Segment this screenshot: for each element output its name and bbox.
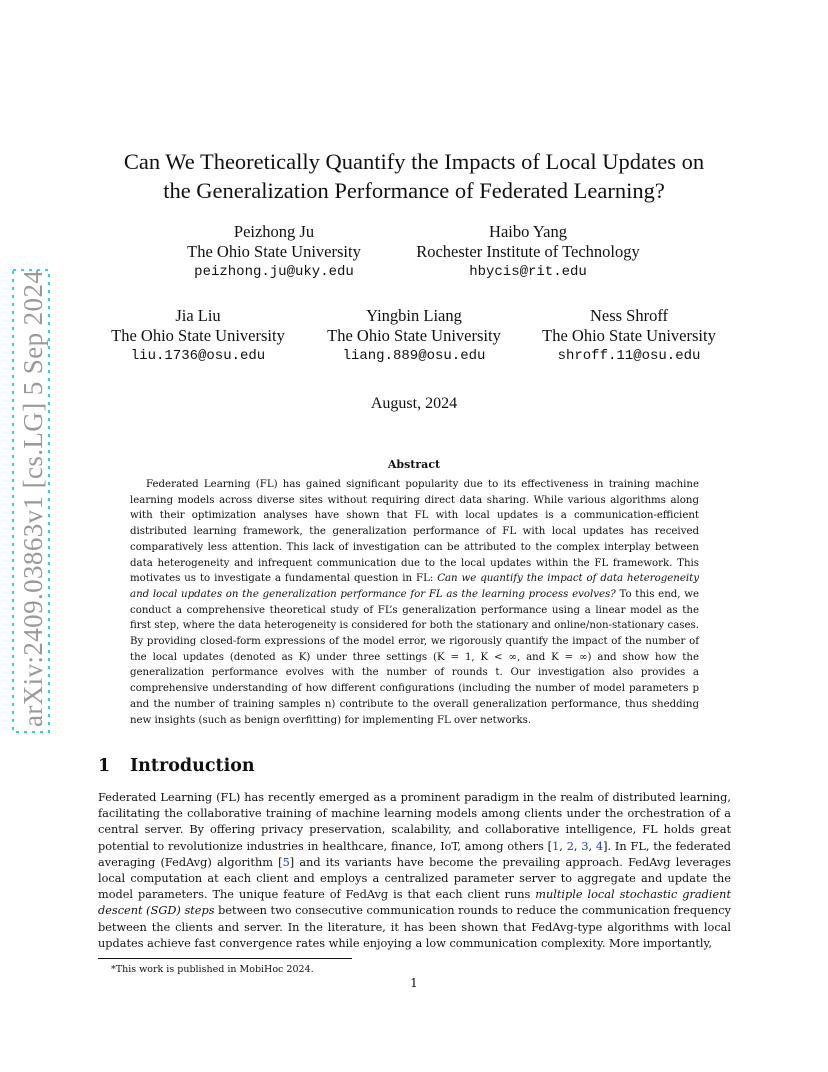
intro-text: between two consecutive communication rounds to reduce the communication frequency between the clients and server. In the literature, it has been shown that FedAvg-type algorithms with local updates achieve fast convergence rates while enjoying a low communication complexity. More importantly, — [98, 904, 731, 950]
author-block — [319, 306, 509, 366]
arxiv-stamp — [2, 268, 50, 734]
abstract-text: To this end, we conduct a comprehensive theoretical study of FL’s generalization performance using a linear model as the first step, where the data heterogeneity is considered for both the stationary and online/non-stationary cases. By providing closed-form expressions of the model error, we rigorously quantify the impact of the number of the local updates (denoted as K) under three settings (K = 1, K < ∞, and K = ∞) and show how the generalization performance evolves with the number of rounds t. Our investigation also provides a comprehensive understanding of how different configurations (including the number of model parameters p and the number of training samples n) contribute to the overall generalization performance, thus shedding new insights (such as benign overfitting) for implementing FL over networks. — [130, 588, 699, 726]
author-name: Yingbin Liang — [366, 306, 462, 325]
intro-text: ]. In FL, the federated averaging (FedAvg) algorithm [ — [98, 839, 731, 869]
author-affiliation: The Ohio State University — [187, 242, 361, 261]
author-block — [400, 222, 656, 282]
author-name: Peizhong Ju — [233, 222, 315, 241]
intro-italic: multiple local stochastic gradient descent (SGD) steps — [98, 888, 731, 918]
citation-link[interactable]: 1 — [552, 839, 560, 853]
author-email[interactable]: liu.1736@osu.edu — [130, 348, 266, 364]
author-email[interactable]: hbycis@rit.edu — [469, 264, 587, 280]
section-heading — [98, 756, 255, 776]
introduction-paragraph: Federated Learning (FL) has recently emerged as a prominent paradigm in the realm of distributed learning, facilitating the collaborative training of machine learning models among clients under the orchestration of a central server. By offering privacy preservation, scalability, and collaborative intelligence, FL holds great potential to revolutionize industries in healthcare, finance, IoT, among others [1, 2, 3, 4]. In FL, the federated averaging (FedAvg) algorithm [5] and its variants have become the prevailing approach. FedAvg leverages local computation at each client and employs a centralized parameter server to aggregate and update the model parameters. The unique feature of FedAvg is that each client runs multiple local stochastic gradient descent (SGD) steps between two consecutive communication rounds to reduce the communication frequency between the clients and server. In the literature, it has been shown that FedAvg-type algorithms with local updates achieve fast convergence rates while enjoying a low communication complexity. More importantly, — [98, 791, 731, 950]
title-line-2: the Generalization Performance of Federated Learning? — [163, 178, 665, 203]
arxiv-id-text: arXiv:2409.03863v1 [cs.LG] 5 Sep 2024 — [18, 269, 48, 727]
author-block — [103, 306, 293, 366]
author-name: Haibo Yang — [489, 222, 567, 241]
author-affiliation: The Ohio State University — [327, 326, 501, 345]
abstract-italic-question: Can we quantify the impact of data heterogeneity and local updates on the generalization performance for FL as the learning process evolves? — [130, 573, 699, 600]
section-title: Introduction — [130, 756, 255, 776]
page-number: 1 — [410, 976, 418, 990]
author-name: Ness Shroff — [589, 306, 669, 325]
author-block — [183, 222, 365, 282]
citation-link[interactable]: 4 — [595, 839, 604, 853]
author-affiliation: The Ohio State University — [542, 326, 716, 345]
author-block — [534, 306, 724, 366]
citation-link[interactable]: 3 — [581, 839, 589, 853]
intro-text: ] and its variants have become the prevailing approach. FedAvg leverages local computation at each client and employs a centralized parameter server to aggregate and update the model parameters. The unique feature of FedAvg is that each client runs — [98, 855, 731, 902]
abstract-text: Federated Learning (FL) has gained significant popularity due to its effectiveness in training machine learning models across diverse sites without requiring direct data sharing. While various algorithms along with their optimization analyses have shown that FL with local updates is a communication-efficient distributed learning framework, the generalization performance of FL with local updates has received comparatively less attention. This lack of investigation can be attributed to the complex interplay between data heterogeneity and infrequent communication due to the local updates within the FL framework. This motivates us to investigate a fundamental question in FL: — [130, 479, 699, 585]
author-email[interactable]: peizhong.ju@uky.edu — [194, 264, 354, 280]
abstract-body — [130, 477, 699, 728]
abstract-heading: Abstract — [387, 458, 441, 471]
citation-link[interactable]: 5 — [282, 855, 290, 869]
footnote-rule — [98, 958, 352, 959]
intro-text: Federated Learning (FL) has recently emerged as a prominent paradigm in the realm of distributed learning, facilitating the collaborative training of machine learning models among clients under the orchestration of a central server. By offering privacy preservation, scalability, and collaborative intelligence, FL holds great potential to revolutionize industries in healthcare, finance, IoT, among others [ — [98, 791, 731, 853]
footnote: *This work is published in MobiHoc 2024. — [111, 964, 314, 975]
publication-date: August, 2024 — [370, 395, 458, 412]
author-affiliation: The Ohio State University — [111, 326, 285, 345]
section-number: 1 — [98, 756, 111, 776]
author-email[interactable]: liang.889@osu.edu — [342, 348, 486, 364]
title-line-1: Can We Theoretically Quantify the Impacts of Local Updates on — [123, 149, 705, 174]
author-name: Jia Liu — [175, 306, 221, 325]
citation-link[interactable]: 2 — [566, 839, 574, 853]
paper-title — [60, 147, 768, 205]
author-affiliation: Rochester Institute of Technology — [416, 242, 640, 261]
author-email[interactable]: shroff.11@osu.edu — [557, 348, 701, 364]
